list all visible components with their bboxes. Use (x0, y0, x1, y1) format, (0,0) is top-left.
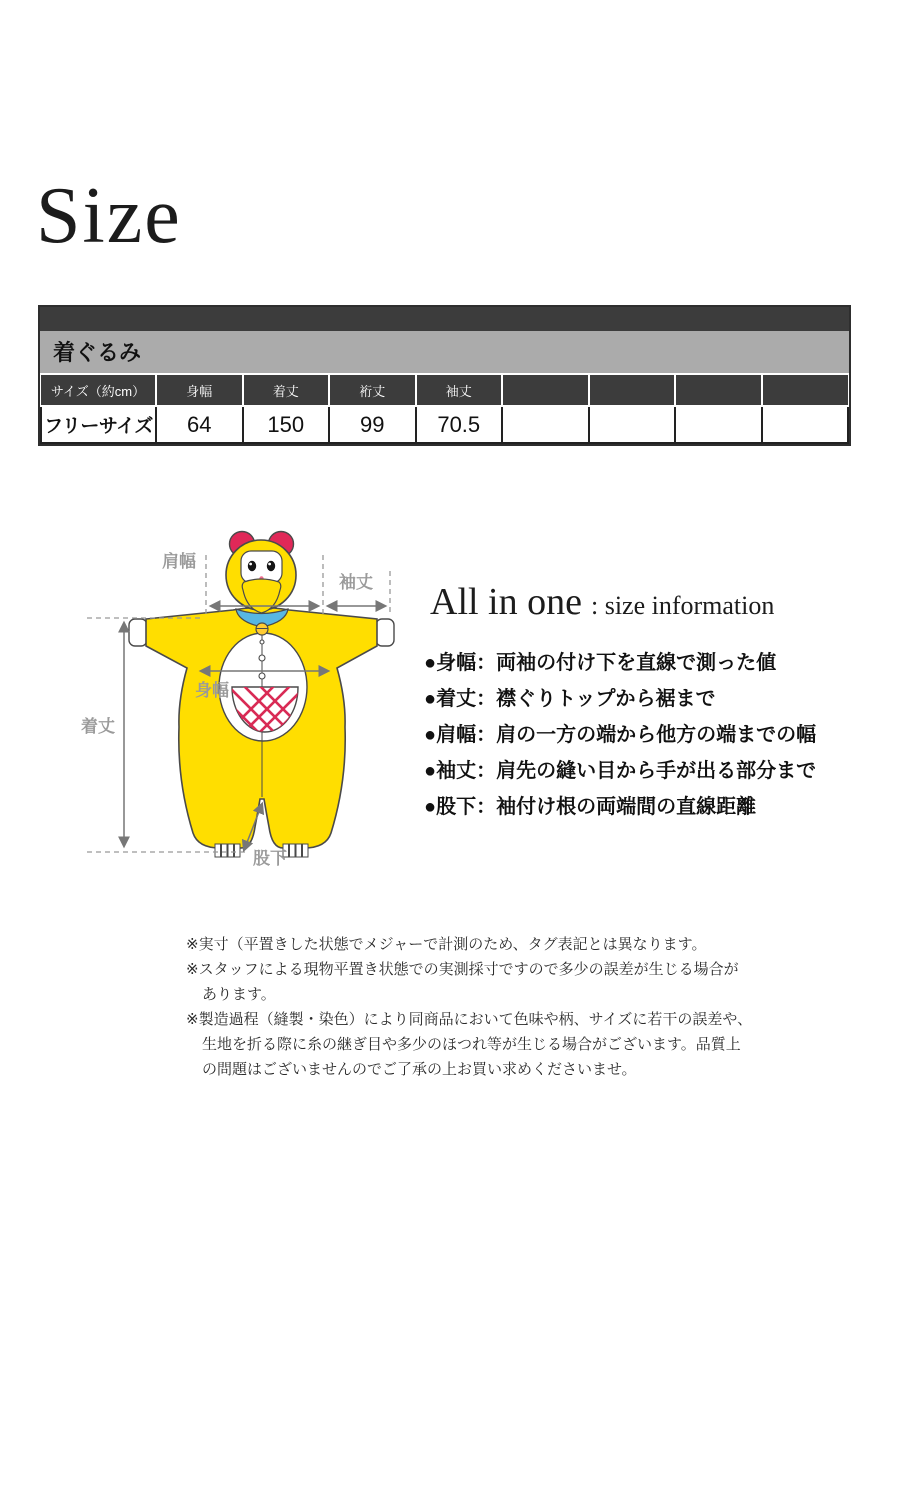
table-category-label: 着ぐるみ (40, 331, 849, 375)
definition-garment-length: ●着丈：襟ぐりトップから裾まで (424, 688, 716, 710)
definition-sleeve-length: ●袖丈：肩先の縫い目から手が出る部分まで (424, 760, 817, 782)
body-width-label: 身幅 (195, 681, 229, 700)
cell-yuki-length: 99 (329, 406, 416, 443)
heading-sub: : size information (590, 591, 775, 620)
button (260, 640, 264, 644)
left-eye-highlight (249, 563, 252, 566)
definition-shoulder-width: ●肩幅：肩の一方の端から他方の端までの幅 (424, 724, 817, 746)
table-header-row (41, 375, 848, 406)
sleeve-length-label: 袖丈 (339, 573, 373, 592)
col-header-empty (589, 375, 676, 406)
cell-size-name: フリーサイズ (41, 406, 156, 443)
cell-empty (762, 406, 849, 443)
left-foot-toes (215, 844, 240, 857)
footnote-line: 生地を折る際に糸の継ぎ目や多少のほつれ等が生じる場合がございます。品質上 (202, 1036, 741, 1053)
col-header-empty (762, 375, 849, 406)
size-table (38, 305, 851, 446)
kigurumi-illustration (55, 515, 425, 905)
footnotes (186, 932, 752, 1082)
col-header-body-width: 身幅 (156, 375, 243, 406)
size-measurements-table (40, 375, 849, 444)
col-header-sleeve-length: 袖丈 (416, 375, 503, 406)
table-top-bar (40, 307, 849, 331)
footnote-line: ※製造過程（縫製・染色）により同商品において色味や柄、サイズに若干の誤差や、 (186, 1011, 753, 1028)
button (259, 673, 265, 679)
cell-garment-length: 150 (243, 406, 330, 443)
button (259, 655, 265, 661)
left-eye (248, 561, 256, 571)
page-title: Size (36, 172, 182, 260)
definition-inseam: ●股下：袖付け根の両端間の直線距離 (424, 796, 757, 818)
measurement-definitions (424, 645, 816, 825)
shoulder-width-label: 肩幅 (162, 552, 196, 571)
inseam-label: 股下 (253, 849, 287, 868)
right-eye (267, 561, 275, 571)
table-row (41, 406, 848, 443)
footnote-line: の問題はございませんのでご了承の上お買い求めくださいませ。 (202, 1061, 637, 1078)
footnote-line: ※スタッフによる現物平置き状態での実測採寸ですので多少の誤差が生じる場合が (186, 961, 739, 978)
left-hand-cuff (129, 619, 147, 646)
col-header-empty (502, 375, 589, 406)
heading-main: All in one (430, 581, 582, 623)
footnote-line: あります。 (202, 986, 276, 1003)
col-header-size: サイズ（約cm） (41, 375, 156, 406)
footnote-line: ※実寸（平置きした状態でメジャーで計測のため、タグ表記とは異なります。 (186, 936, 707, 953)
garment-length-label: 着丈 (81, 717, 115, 736)
cell-empty (502, 406, 589, 443)
right-eye-highlight (268, 563, 271, 566)
col-header-yuki-length: 裄丈 (329, 375, 416, 406)
cell-body-width: 64 (156, 406, 243, 443)
right-hand-cuff (376, 619, 394, 646)
size-information-heading (430, 580, 774, 624)
cell-empty (675, 406, 762, 443)
col-header-garment-length: 着丈 (243, 375, 330, 406)
definition-body-width: ●身幅：両袖の付け下を直線で測った値 (424, 652, 777, 674)
cell-empty (589, 406, 676, 443)
cell-sleeve-length: 70.5 (416, 406, 503, 443)
col-header-empty (675, 375, 762, 406)
